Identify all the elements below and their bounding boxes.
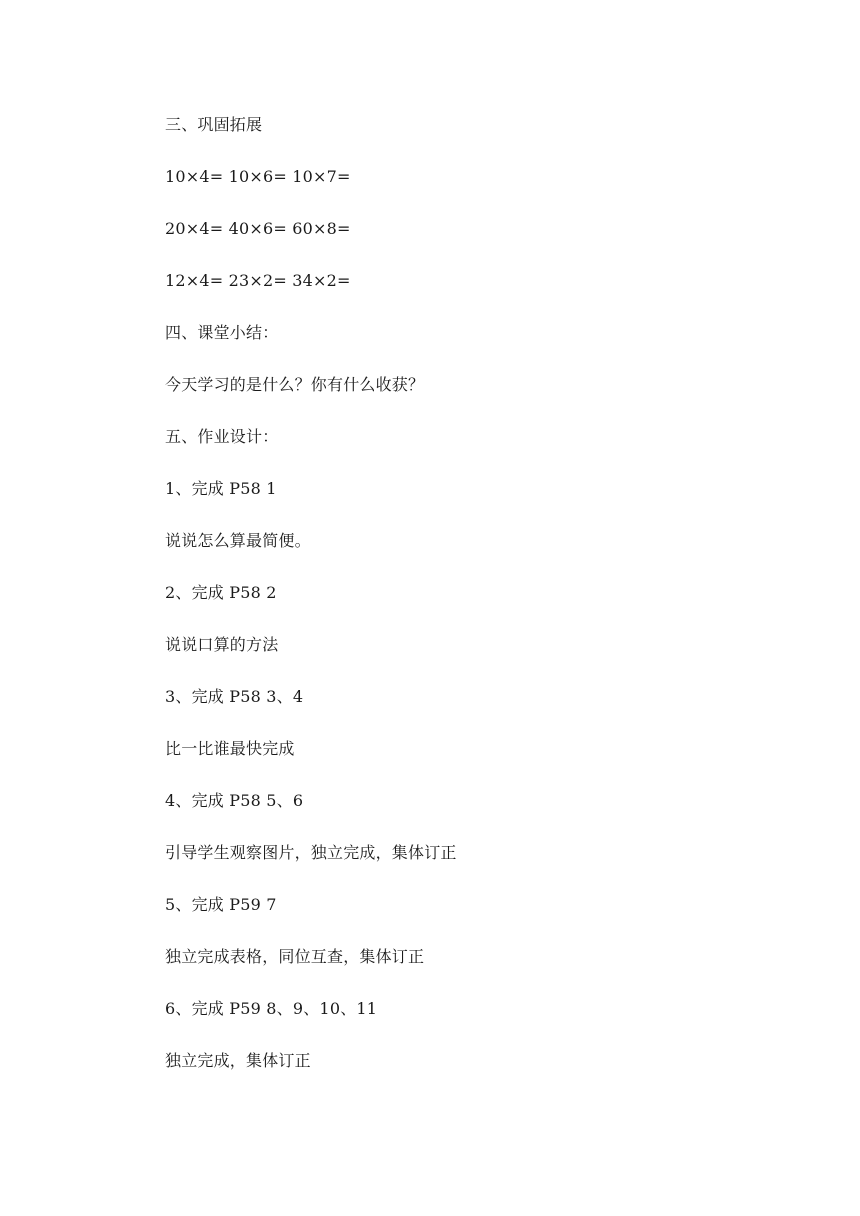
section-heading-homework: 五、作业设计：	[165, 427, 279, 446]
exercise-row-2: 20×4= 40×6= 60×8=	[165, 219, 351, 238]
homework-item-2: 2、完成 P58 2	[165, 583, 277, 602]
homework-note-6: 独立完成，集体订正	[165, 1051, 311, 1070]
homework-item-6: 6、完成 P59 8、9、10、11	[165, 999, 378, 1018]
exercise-row-3: 12×4= 23×2= 34×2=	[165, 271, 351, 290]
summary-question: 今天学习的是什么？你有什么收获？	[165, 375, 425, 394]
homework-note-1: 说说怎么算最简便。	[165, 531, 311, 550]
homework-item-1: 1、完成 P58 1	[165, 479, 277, 498]
section-heading-summary: 四、课堂小结：	[165, 323, 279, 342]
homework-item-5: 5、完成 P59 7	[165, 895, 277, 914]
exercise-row-1: 10×4= 10×6= 10×7=	[165, 167, 351, 186]
homework-note-4: 引导学生观察图片，独立完成，集体订正	[165, 843, 457, 862]
homework-note-3: 比一比谁最快完成	[165, 739, 295, 758]
homework-note-2: 说说口算的方法	[165, 635, 279, 654]
section-heading-consolidation: 三、巩固拓展	[165, 115, 263, 134]
homework-note-5: 独立完成表格，同位互查，集体订正	[165, 947, 425, 966]
homework-item-4: 4、完成 P58 5、6	[165, 791, 304, 810]
homework-item-3: 3、完成 P58 3、4	[165, 687, 304, 706]
